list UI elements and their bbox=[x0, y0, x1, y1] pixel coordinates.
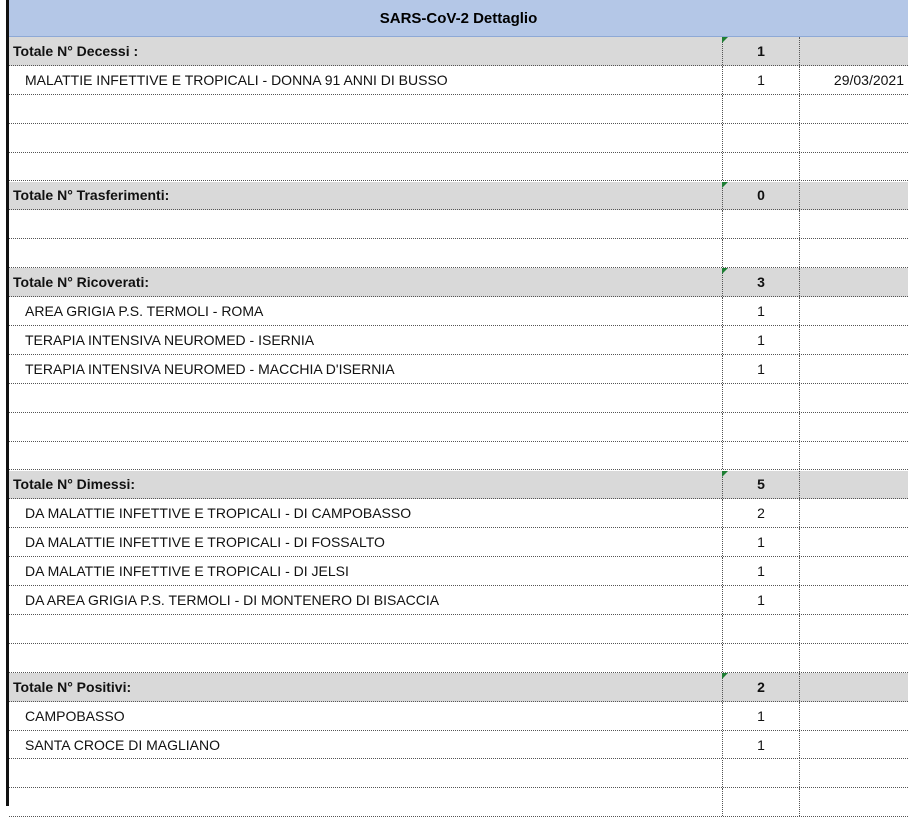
row-label[interactable] bbox=[13, 124, 713, 152]
total-label[interactable]: Totale N° Positivi: bbox=[13, 678, 132, 695]
empty-row[interactable] bbox=[9, 239, 908, 268]
empty-row[interactable] bbox=[9, 153, 908, 182]
row-date[interactable]: 29/03/2021 bbox=[833, 71, 904, 88]
total-label[interactable]: Totale N° Dimessi: bbox=[13, 476, 136, 493]
total-row[interactable] bbox=[9, 673, 908, 702]
row-count[interactable]: 2 bbox=[722, 499, 800, 527]
row-label[interactable] bbox=[13, 384, 713, 412]
table-row[interactable] bbox=[9, 297, 908, 326]
empty-row[interactable] bbox=[9, 384, 908, 413]
empty-row[interactable] bbox=[9, 615, 908, 644]
total-label[interactable]: Totale N° Decessi : bbox=[13, 42, 139, 59]
row-date[interactable] bbox=[800, 644, 908, 672]
row-count[interactable]: 1 bbox=[722, 731, 800, 759]
empty-row[interactable] bbox=[9, 760, 908, 789]
row-date[interactable] bbox=[800, 471, 908, 499]
row-date[interactable] bbox=[800, 326, 908, 354]
row-label[interactable]: DA AREA GRIGIA P.S. TERMOLI - DI MONTENERO DI BISACCIA bbox=[25, 592, 440, 609]
row-label[interactable]: DA MALATTIE INFETTIVE E TROPICALI - DI CAMPOBASSO bbox=[25, 505, 412, 522]
row-date[interactable] bbox=[800, 702, 908, 730]
row-label[interactable]: SANTA CROCE DI MAGLIANO bbox=[25, 736, 220, 753]
empty-row[interactable] bbox=[9, 95, 908, 124]
empty-row[interactable] bbox=[9, 788, 908, 817]
row-date[interactable] bbox=[800, 673, 908, 701]
row-date[interactable] bbox=[800, 297, 908, 325]
row-count[interactable] bbox=[722, 644, 800, 672]
total-count[interactable]: 5 bbox=[722, 471, 800, 499]
row-date[interactable] bbox=[800, 557, 908, 585]
total-row[interactable] bbox=[9, 182, 908, 211]
total-count[interactable]: 2 bbox=[722, 673, 800, 701]
row-date[interactable] bbox=[800, 124, 908, 152]
total-label[interactable]: Totale N° Ricoverati: bbox=[13, 274, 150, 291]
row-count[interactable] bbox=[722, 239, 800, 267]
row-count[interactable] bbox=[722, 384, 800, 412]
row-date[interactable] bbox=[800, 731, 908, 759]
row-count[interactable]: 1 bbox=[722, 326, 800, 354]
row-count[interactable]: 1 bbox=[722, 355, 800, 383]
row-label[interactable] bbox=[13, 239, 713, 267]
row-label[interactable] bbox=[13, 788, 713, 816]
row-label[interactable] bbox=[13, 615, 713, 643]
row-date[interactable] bbox=[800, 153, 908, 181]
cell-comment-indicator-icon bbox=[722, 471, 728, 477]
row-date[interactable] bbox=[800, 528, 908, 556]
row-date[interactable] bbox=[800, 95, 908, 123]
table-row[interactable] bbox=[9, 355, 908, 384]
row-count[interactable] bbox=[722, 95, 800, 123]
empty-row[interactable] bbox=[9, 413, 908, 442]
row-date[interactable] bbox=[800, 239, 908, 267]
empty-row[interactable] bbox=[9, 644, 908, 673]
row-label[interactable] bbox=[13, 760, 713, 788]
row-count[interactable]: 1 bbox=[722, 66, 800, 94]
row-count[interactable] bbox=[722, 760, 800, 788]
cell-comment-indicator-icon bbox=[722, 268, 728, 274]
total-count[interactable]: 0 bbox=[722, 182, 800, 210]
row-date[interactable] bbox=[800, 413, 908, 441]
empty-row[interactable] bbox=[9, 210, 908, 239]
row-label[interactable] bbox=[13, 442, 713, 470]
table-row[interactable] bbox=[9, 326, 908, 355]
row-count[interactable] bbox=[722, 413, 800, 441]
row-label[interactable] bbox=[13, 210, 713, 238]
table-row[interactable] bbox=[9, 731, 908, 760]
row-label[interactable]: DA MALATTIE INFETTIVE E TROPICALI - DI FOSSALTO bbox=[25, 534, 385, 551]
total-label[interactable]: Totale N° Trasferimenti: bbox=[13, 187, 170, 204]
table-row[interactable] bbox=[9, 66, 908, 95]
table-row[interactable] bbox=[9, 586, 908, 615]
table-row[interactable] bbox=[9, 499, 908, 528]
row-label[interactable] bbox=[13, 95, 713, 123]
row-count[interactable]: 1 bbox=[722, 557, 800, 585]
row-label[interactable]: TERAPIA INTENSIVA NEUROMED - MACCHIA D'ISERNIA bbox=[25, 360, 395, 377]
row-date[interactable] bbox=[800, 760, 908, 788]
table-row[interactable] bbox=[9, 557, 908, 586]
total-row[interactable] bbox=[9, 37, 908, 66]
row-date[interactable] bbox=[800, 384, 908, 412]
row-date[interactable] bbox=[800, 37, 908, 65]
cell-comment-indicator-icon bbox=[722, 673, 728, 679]
empty-row[interactable] bbox=[9, 442, 908, 471]
row-date[interactable] bbox=[800, 442, 908, 470]
row-date[interactable] bbox=[800, 268, 908, 296]
total-row[interactable] bbox=[9, 471, 908, 500]
table-row[interactable] bbox=[9, 702, 908, 731]
row-date[interactable] bbox=[800, 182, 908, 210]
row-count[interactable]: 1 bbox=[722, 297, 800, 325]
row-date[interactable] bbox=[800, 499, 908, 527]
total-row[interactable] bbox=[9, 268, 908, 297]
row-count[interactable] bbox=[722, 210, 800, 238]
row-date[interactable] bbox=[800, 210, 908, 238]
table-row[interactable] bbox=[9, 528, 908, 557]
sheet-title: SARS-CoV-2 Dettaglio bbox=[9, 0, 908, 37]
row-label[interactable] bbox=[13, 644, 713, 672]
row-label[interactable]: AREA GRIGIA P.S. TERMOLI - ROMA bbox=[25, 303, 264, 320]
row-count[interactable] bbox=[722, 615, 800, 643]
cell-comment-indicator-icon bbox=[722, 37, 728, 43]
row-count[interactable] bbox=[722, 442, 800, 470]
row-date[interactable] bbox=[800, 586, 908, 614]
row-label[interactable] bbox=[13, 413, 713, 441]
row-count[interactable] bbox=[722, 153, 800, 181]
row-count[interactable]: 1 bbox=[722, 586, 800, 614]
row-label[interactable] bbox=[13, 153, 713, 181]
row-count[interactable] bbox=[722, 124, 800, 152]
row-count[interactable]: 1 bbox=[722, 528, 800, 556]
row-count[interactable] bbox=[722, 788, 800, 816]
total-count[interactable]: 3 bbox=[722, 268, 800, 296]
empty-row[interactable] bbox=[9, 124, 908, 153]
row-label[interactable]: DA MALATTIE INFETTIVE E TROPICALI - DI JELSI bbox=[25, 563, 349, 580]
row-date[interactable] bbox=[800, 615, 908, 643]
row-count[interactable]: 1 bbox=[722, 702, 800, 730]
row-date[interactable] bbox=[800, 355, 908, 383]
row-date[interactable] bbox=[800, 788, 908, 816]
spreadsheet bbox=[6, 0, 908, 806]
row-label[interactable]: CAMPOBASSO bbox=[25, 707, 125, 724]
row-label[interactable]: MALATTIE INFETTIVE E TROPICALI - DONNA 91 ANNI DI BUSSO bbox=[25, 71, 448, 88]
total-count[interactable]: 1 bbox=[722, 37, 800, 65]
cell-comment-indicator-icon bbox=[722, 182, 728, 188]
row-label[interactable]: TERAPIA INTENSIVA NEUROMED - ISERNIA bbox=[25, 331, 315, 348]
